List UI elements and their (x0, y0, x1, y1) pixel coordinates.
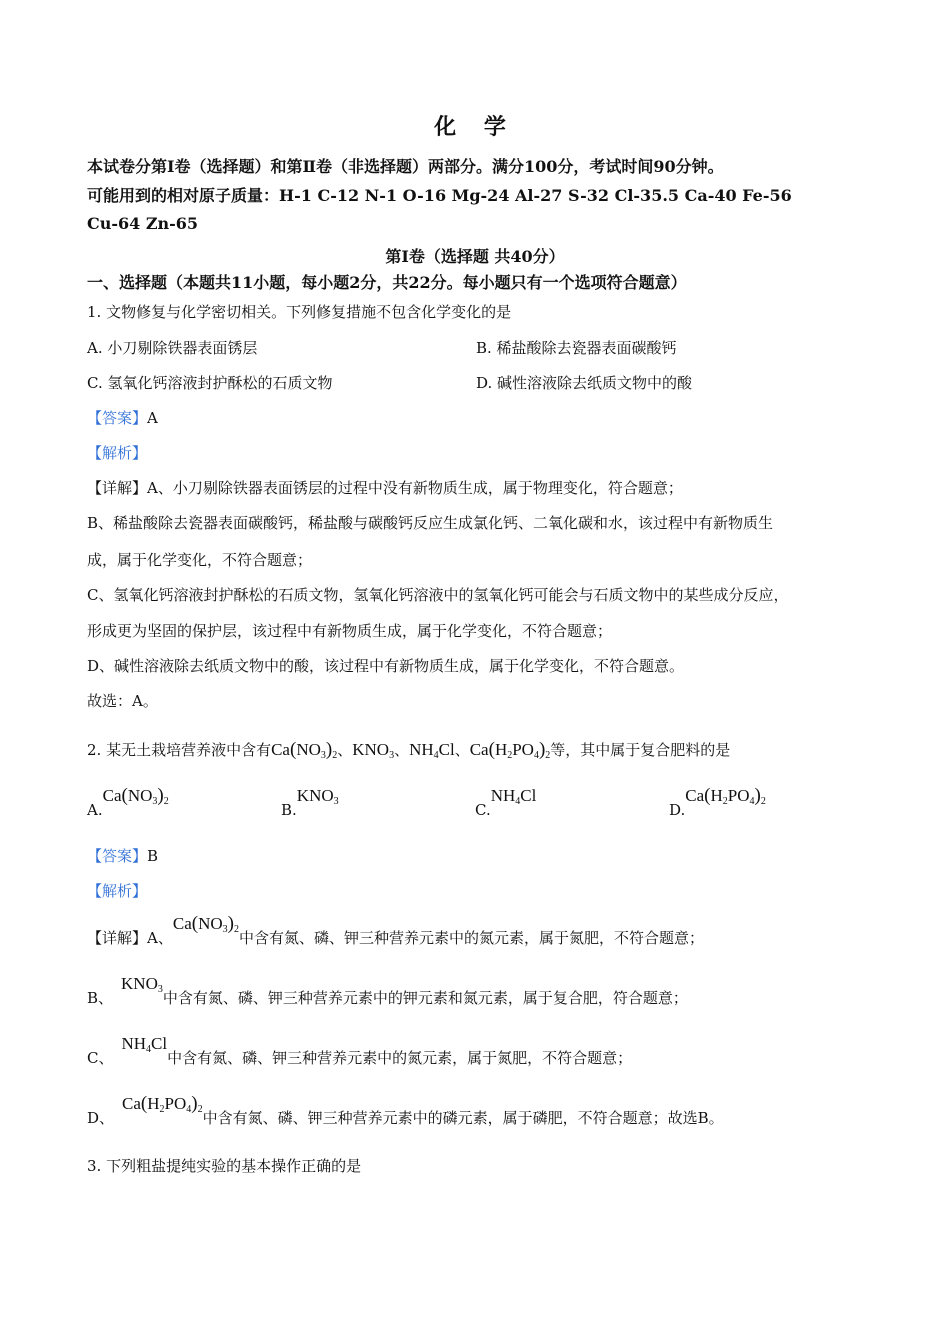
answer-tag: 【答案】 (87, 847, 148, 865)
q2-option-a (87, 785, 169, 820)
detail-text: 中含有氮、磷、钾三种营养元素中的磷元素，属于磷肥，不符合题意；故选B。 (202, 1109, 724, 1127)
q1-analysis-tag: 【解析】 (87, 444, 148, 462)
separator: 、 (454, 741, 470, 759)
formula-nh4cl: $NH_4Cl$ (409, 740, 455, 761)
option-letter: A. (87, 801, 103, 819)
formula-nh4cl: $NH_4Cl$ (490, 786, 537, 807)
detail-tag: 【详解】 (87, 479, 148, 497)
formula-ca-h2po4-2: $Ca(H_2PO_4)_2$ (469, 739, 551, 761)
formula-ca-no3-2: $Ca(NO_3)_2$ (271, 739, 338, 761)
answer-tag: 【答案】 (87, 409, 148, 427)
answer-value: B (147, 847, 159, 865)
detail-prefix: D、 (87, 1109, 115, 1127)
q2-analysis-tag: 【解析】 (87, 882, 148, 900)
q1-detail-line: B、稀盐酸除去瓷器表面碳酸钙，稀盐酸与碳酸钙反应生成氯化钙、二氧化碳和水，该过程中有新物质生 (87, 514, 774, 532)
q2-option-c (475, 786, 537, 820)
detail-tag: 【详解】 (87, 929, 148, 947)
q1-detail-line: 形成更为坚固的保护层，该过程中有新物质生成，属于化学变化，不符合题意； (87, 622, 613, 640)
q2-detail-d (87, 1093, 724, 1128)
q2-option-b (281, 786, 339, 820)
q1-option-c: C. 氢氧化钙溶液封护酥松的石质文物 (87, 374, 333, 392)
option-letter: C. (475, 801, 491, 819)
formula-kno3: $KNO_3$ (352, 740, 395, 761)
q1-answer (87, 408, 158, 428)
exam-info-line: 本试卷分第Ⅰ卷（选择题）和第Ⅱ卷（非选择题）两部分。满分100分，考试时间90分钟。 (87, 157, 724, 176)
detail-prefix: B、 (87, 989, 114, 1007)
q1-detail-line: 故选：A。 (87, 692, 158, 710)
q1-option-b: B. 稀盐酸除去瓷器表面碳酸钙 (476, 339, 677, 357)
formula-ca-no3-2: $Ca(NO_3)_2$ (172, 913, 239, 935)
detail-text: 中含有氮、磷、钾三种营养元素中的氮元素，属于氮肥，不符合题意； (238, 929, 704, 947)
formula-ca-h2po4-2: $Ca(H_2PO_4)_2$ (685, 785, 766, 807)
part-title: 一、选择题（本题共11小题，每小题2分，共22分。每小题只有一个选项符合题意） (87, 273, 687, 292)
q1-detail-line: 成，属于化学变化，不符合题意； (87, 551, 313, 569)
option-letter: D. (669, 801, 686, 819)
detail-text: A、小刀剔除铁器表面锈层的过程中没有新物质生成，属于物理变化，符合题意； (147, 479, 683, 497)
q1-detail-line: D、碱性溶液除去纸质文物中的酸，该过程中有新物质生成，属于化学变化，不符合题意。 (87, 657, 685, 675)
q1-detail-line: C、氢氧化钙溶液封护酥松的石质文物，氢氧化钙溶液中的氢氧化钙可能会与石质文物中的某些成分反应， (87, 586, 789, 604)
detail-text: 中含有氮、磷、钾三种营养元素中的钾元素和氮元素，属于复合肥，符合题意； (162, 989, 688, 1007)
page-title: 化 学 (434, 114, 516, 140)
atomic-mass-line: 可能用到的相对原子质量：H-1 C-12 N-1 O-16 Mg-24 Al-27 S-32 Cl-35.5 Ca-40 Fe-56 (87, 186, 792, 205)
stem-text: 2. 某无土栽培营养液中含有 (87, 741, 272, 759)
stem-text: 等，其中属于复合肥料的是 (550, 741, 731, 759)
answer-value: A (147, 409, 158, 427)
formula-kno3: $KNO_3$ (121, 974, 163, 995)
separator: 、 (394, 741, 410, 759)
q2-detail-b (87, 974, 688, 1008)
detail-prefix: A、 (147, 929, 173, 947)
question-2-stem (87, 738, 730, 762)
q2-option-d (669, 785, 766, 820)
option-letter: B. (281, 801, 297, 819)
q2-detail-a (87, 913, 704, 948)
q1-detail-line (87, 478, 683, 498)
question-3-stem: 3. 下列粗盐提纯实验的基本操作正确的是 (87, 1157, 362, 1175)
detail-text: 中含有氮、磷、钾三种营养元素中的氮元素，属于氮肥，不符合题意； (167, 1049, 633, 1067)
separator: 、 (337, 741, 353, 759)
formula-ca-h2po4-2: $Ca(H_2PO_4)_2$ (122, 1093, 203, 1115)
question-1-stem: 1. 文物修复与化学密切相关。下列修复措施不包含化学变化的是 (87, 303, 512, 321)
q1-option-a: A. 小刀剔除铁器表面锈层 (87, 339, 258, 357)
section-title: 第Ⅰ卷（选择题 共40分） (385, 247, 565, 266)
q1-option-d: D. 碱性溶液除去纸质文物中的酸 (476, 374, 693, 392)
formula-ca-no3-2: $Ca(NO_3)_2$ (102, 785, 169, 807)
formula-kno3: $KNO_3$ (296, 786, 339, 807)
atomic-mass-line-2: Cu-64 Zn-65 (87, 214, 199, 233)
q2-answer (87, 846, 158, 866)
formula-nh4cl: $NH_4Cl$ (121, 1034, 168, 1055)
q2-detail-c (87, 1034, 633, 1068)
detail-prefix: C、 (87, 1049, 114, 1067)
